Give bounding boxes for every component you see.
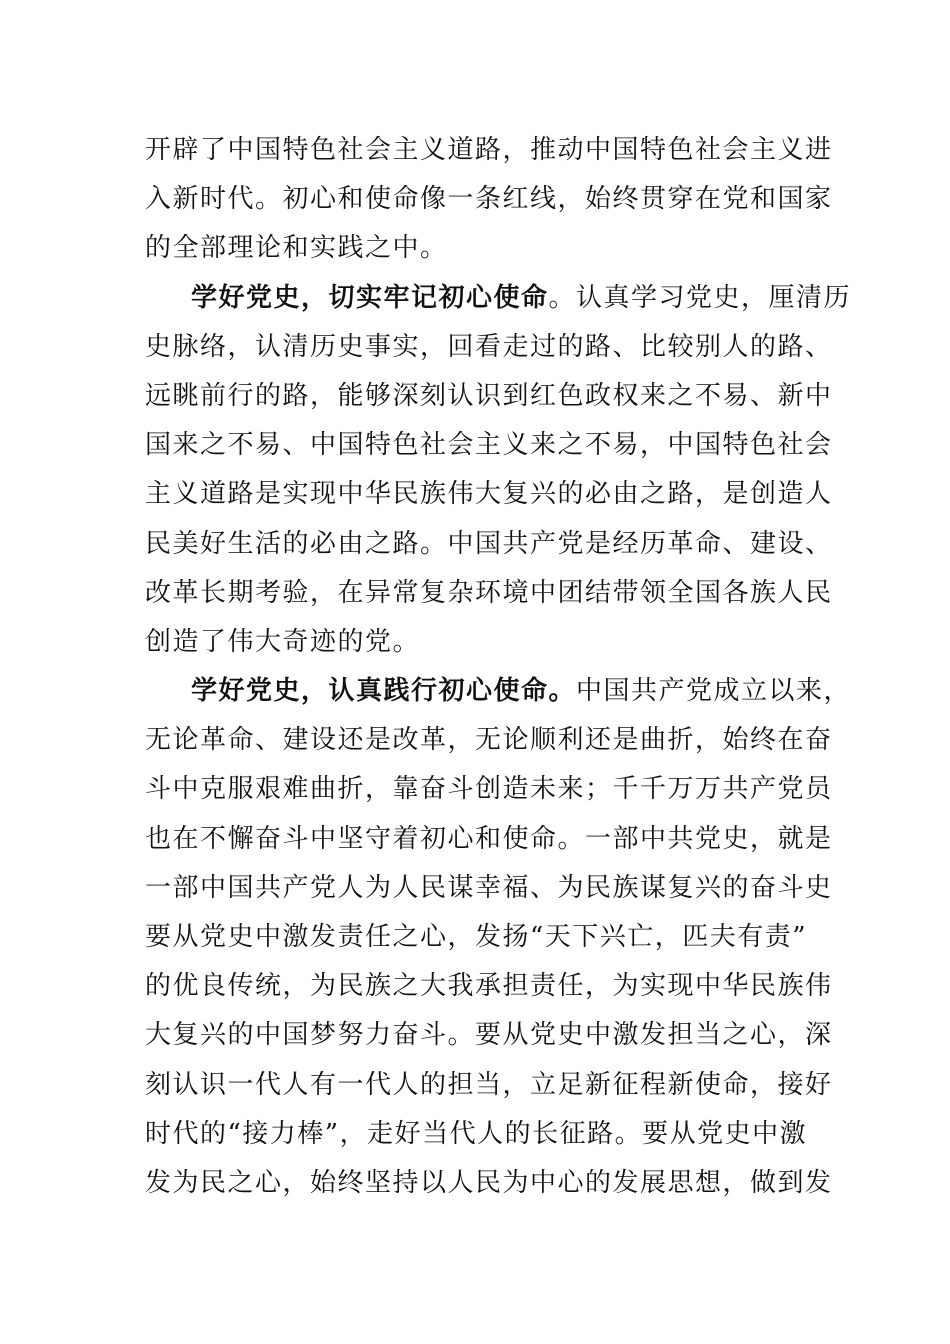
text-line: 主义道路是实现中华民族伟大复兴的必由之路，是创造人 — [145, 479, 833, 510]
paragraph-first-line — [145, 274, 852, 323]
paragraph-2 — [145, 274, 852, 668]
paragraph-1 — [145, 126, 833, 274]
text-line: 的优良传统，为民族之大我承担责任，为实现中华民族伟 — [145, 971, 833, 1002]
paragraph-first-line-text: 。认真学习党史，厘清历 — [548, 282, 852, 313]
text-line: 的全部理论和实践之中。 — [145, 233, 448, 264]
text-line: 斗中克服艰难曲折，靠奋斗创造未来；千千万万共产党员 — [145, 774, 833, 805]
paragraph-3 — [145, 667, 852, 1208]
text-line: 民美好生活的必由之路。中国共产党是经历革命、建设、 — [145, 528, 833, 559]
text-line: 史脉络，认清历史事实，回看走过的路、比较别人的路、 — [145, 331, 833, 362]
text-line: 国来之不易、中国特色社会主义来之不易，中国特色社会 — [145, 430, 833, 461]
text-line: 入新时代。初心和使命像一条红线，始终贯穿在党和国家 — [145, 184, 833, 215]
text-line: 时代的“接力棒”，走好当代人的长征路。要从党史中激 — [145, 1118, 808, 1149]
text-line: 无论革命、建设还是改革，无论顺利还是曲折，始终在奋 — [145, 725, 833, 756]
paragraph-heading: 学好党史，认真践行初心使命。 — [191, 676, 577, 707]
text-line: 创造了伟大奇迹的党。 — [145, 626, 421, 657]
text-line: 刻认识一代人有一代人的担当，立足新征程新使命，接好 — [145, 1069, 833, 1100]
paragraph-first-line — [145, 667, 852, 716]
paragraph-heading: 学好党史，切实牢记初心使命 — [191, 282, 549, 313]
text-line: 大复兴的中国梦努力奋斗。要从党史中激发担当之心，深 — [145, 1020, 833, 1051]
text-line: 发为民之心，始终坚持以人民为中心的发展思想，做到发 — [145, 1167, 833, 1198]
text-line: 一部中国共产党人为人民谋幸福、为民族谋复兴的奋斗史 — [145, 872, 833, 903]
document-body — [145, 126, 852, 1208]
text-line: 远眺前行的路，能够深刻认识到红色政权来之不易、新中 — [145, 380, 833, 411]
text-line: 也在不懈奋斗中坚守着初心和使命。一部中共党史，就是 — [145, 823, 833, 854]
paragraph-first-line-text: 中国共产党成立以来， — [576, 676, 852, 707]
text-line: 改革长期考验，在异常复杂环境中团结带领全国各族人民 — [145, 577, 833, 608]
text-line: 要从党史中激发责任之心，发扬“天下兴亡，匹夫有责” — [145, 922, 808, 952]
text-line: 开辟了中国特色社会主义道路，推动中国特色社会主义进 — [145, 135, 833, 165]
